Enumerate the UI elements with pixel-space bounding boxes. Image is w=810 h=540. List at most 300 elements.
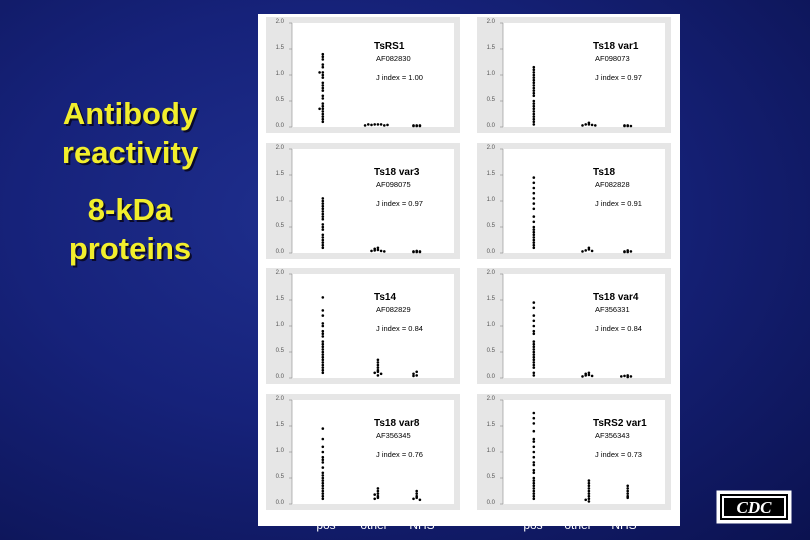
data-point-pos	[322, 215, 325, 218]
data-point-pos	[533, 325, 536, 328]
heading-line: proteins	[68, 231, 192, 266]
data-point-other	[373, 249, 376, 252]
data-point-pos	[322, 108, 325, 111]
y-tick-label: 0.0	[486, 374, 495, 380]
data-point-pos	[322, 102, 325, 105]
panel-j-index: J index = 0.97	[595, 73, 642, 82]
data-point-nhs	[626, 487, 629, 490]
data-point-pos	[533, 84, 536, 87]
y-tick-label: 1.5	[486, 171, 495, 177]
y-tick-label: 0.5	[486, 223, 495, 229]
data-point-pos	[322, 236, 325, 239]
y-tick-label: 1.5	[486, 296, 495, 302]
y-tick-label: 0.0	[275, 500, 284, 506]
panel-title: Ts18 var8	[374, 418, 420, 429]
data-point-pos	[322, 485, 325, 488]
data-point-pos	[533, 307, 536, 310]
data-point-pos	[533, 359, 536, 362]
data-point-other	[370, 250, 373, 253]
data-point-pos	[533, 226, 536, 229]
data-point-other	[377, 492, 380, 495]
x-label-other-left: other	[360, 518, 388, 532]
data-point-pos	[322, 247, 325, 250]
data-point-pos	[533, 102, 536, 105]
data-point-pos	[533, 374, 536, 377]
data-point-pos	[533, 469, 536, 472]
data-point-other	[380, 373, 383, 376]
data-point-pos	[322, 63, 325, 66]
data-point-nhs	[620, 375, 623, 378]
data-point-pos	[322, 197, 325, 200]
data-point-nhs	[415, 371, 418, 374]
y-tick-label: 0.0	[486, 500, 495, 506]
data-point-pos	[533, 69, 536, 72]
data-point-pos	[533, 121, 536, 124]
data-point-pos	[533, 366, 536, 369]
data-point-pos	[533, 74, 536, 77]
data-point-pos	[322, 325, 325, 328]
data-point-other	[377, 374, 380, 377]
data-point-pos	[533, 197, 536, 200]
data-point-other	[588, 485, 591, 488]
data-point-other	[373, 498, 376, 501]
data-point-pos	[322, 351, 325, 354]
data-point-pos	[322, 456, 325, 459]
data-point-nhs	[419, 251, 422, 254]
y-tick-label: 1.5	[486, 45, 495, 51]
data-point-nhs	[415, 125, 418, 128]
data-point-pos	[322, 82, 325, 85]
panel-accession: AF098073	[595, 54, 630, 63]
panel-title: TsRS2 var1	[593, 418, 647, 429]
y-tick-label: 1.0	[486, 71, 495, 77]
data-point-other	[594, 124, 597, 127]
data-point-pos	[533, 115, 536, 118]
data-point-other	[588, 487, 591, 490]
data-point-pos	[533, 353, 536, 356]
data-point-nhs	[626, 376, 629, 379]
panel-accession: AF082828	[595, 180, 630, 189]
data-point-pos	[533, 364, 536, 367]
panel-j-index: J index = 0.84	[595, 324, 642, 333]
data-point-pos	[322, 66, 325, 69]
panel-j-index: J index = 0.84	[376, 324, 423, 333]
data-point-pos	[322, 213, 325, 216]
y-tick-label: 0.5	[275, 348, 284, 354]
data-point-pos	[322, 58, 325, 61]
data-point-pos	[533, 314, 536, 317]
panel-svg	[266, 394, 460, 510]
data-point-pos	[322, 482, 325, 485]
data-point-pos	[533, 456, 536, 459]
data-point-pos	[533, 95, 536, 98]
data-point-pos	[322, 472, 325, 475]
data-point-pos	[533, 348, 536, 351]
data-point-pos	[533, 113, 536, 116]
data-point-pos	[322, 346, 325, 349]
x-label-pos-right: pos	[523, 518, 543, 532]
data-point-pos	[322, 459, 325, 462]
data-point-pos	[322, 427, 325, 430]
data-point-pos	[533, 236, 536, 239]
data-point-pos	[533, 244, 536, 247]
data-point-pos	[322, 97, 325, 100]
y-tick-label: 1.0	[275, 322, 284, 328]
data-point-pos	[322, 218, 325, 221]
data-point-pos	[322, 200, 325, 203]
y-tick-label: 0.0	[486, 123, 495, 129]
data-point-pos	[322, 121, 325, 124]
data-point-other	[383, 124, 386, 127]
data-point-pos	[322, 495, 325, 498]
data-point-pos	[533, 490, 536, 493]
data-point-pos	[533, 340, 536, 343]
data-point-pos	[322, 438, 325, 441]
data-point-pos	[533, 412, 536, 415]
panel-tsrs2-var1	[477, 394, 671, 510]
data-point-pos	[322, 335, 325, 338]
data-point-other	[380, 123, 383, 126]
data-point-pos	[533, 479, 536, 482]
data-point-pos	[322, 492, 325, 495]
y-tick-label: 1.5	[275, 422, 284, 428]
data-point-pos	[533, 346, 536, 349]
data-point-pos	[322, 333, 325, 336]
data-point-pos	[533, 492, 536, 495]
data-point-other	[591, 124, 594, 127]
data-point-pos	[318, 108, 321, 111]
data-point-pos	[533, 208, 536, 211]
data-point-nhs	[415, 490, 418, 493]
data-point-pos	[533, 461, 536, 464]
data-point-nhs	[419, 125, 422, 128]
data-point-pos	[322, 115, 325, 118]
data-point-other	[591, 375, 594, 378]
panel-j-index: J index = 1.00	[376, 73, 423, 82]
data-point-pos	[322, 487, 325, 490]
data-point-other	[386, 124, 389, 127]
data-point-other	[373, 372, 376, 375]
y-tick-label: 1.0	[275, 197, 284, 203]
data-point-nhs	[412, 251, 415, 254]
data-point-pos	[533, 430, 536, 433]
data-point-pos	[322, 205, 325, 208]
y-tick-label: 0.0	[275, 374, 284, 380]
y-tick-label: 1.5	[486, 422, 495, 428]
data-point-pos	[533, 477, 536, 480]
panel-accession: AF356343	[595, 431, 630, 440]
y-tick-label: 1.0	[275, 71, 284, 77]
data-point-other	[588, 479, 591, 482]
data-point-other	[588, 482, 591, 485]
data-point-pos	[533, 100, 536, 103]
panel-title: Ts18 var1	[593, 41, 639, 52]
data-point-pos	[322, 474, 325, 477]
data-point-pos	[533, 343, 536, 346]
data-point-pos	[322, 228, 325, 231]
panel-title: Ts14	[374, 292, 397, 303]
panel-title: Ts18 var4	[593, 292, 639, 303]
y-tick-label: 0.5	[486, 97, 495, 103]
data-point-other	[584, 249, 587, 252]
data-point-pos	[533, 485, 536, 488]
data-point-pos	[322, 95, 325, 98]
data-point-other	[588, 500, 591, 503]
data-point-other	[377, 497, 380, 500]
heading-line: 8-kDa	[87, 192, 173, 227]
data-point-pos	[533, 71, 536, 74]
data-point-pos	[322, 479, 325, 482]
scatter-figure	[258, 14, 680, 526]
data-point-pos	[322, 210, 325, 213]
data-point-other	[377, 249, 380, 252]
data-point-pos	[322, 113, 325, 116]
panel-ts18-var8	[266, 394, 460, 510]
data-point-pos	[533, 228, 536, 231]
data-point-other	[377, 490, 380, 493]
y-tick-label: 1.0	[486, 322, 495, 328]
data-point-pos	[533, 192, 536, 195]
data-point-other	[373, 123, 376, 126]
data-point-pos	[533, 361, 536, 364]
data-point-pos	[322, 498, 325, 501]
data-point-other	[581, 250, 584, 253]
data-point-other	[588, 374, 591, 377]
data-point-pos	[533, 247, 536, 250]
panel-ts18	[477, 143, 671, 259]
panel-title: Ts18	[593, 167, 616, 178]
data-point-pos	[318, 71, 321, 74]
data-point-pos	[322, 53, 325, 56]
data-point-pos	[533, 221, 536, 224]
data-point-nhs	[626, 251, 629, 254]
data-point-pos	[322, 118, 325, 121]
data-point-other	[377, 123, 380, 126]
panel-ts18-var4	[477, 268, 671, 384]
data-point-other	[377, 366, 380, 369]
y-tick-label: 1.5	[275, 45, 284, 51]
data-point-pos	[533, 351, 536, 354]
y-tick-label: 0.5	[486, 348, 495, 354]
data-point-pos	[533, 118, 536, 121]
data-point-pos	[533, 417, 536, 420]
data-point-other	[377, 487, 380, 490]
y-tick-label: 1.5	[275, 171, 284, 177]
data-point-other	[591, 250, 594, 253]
panel-j-index: J index = 0.73	[595, 450, 642, 459]
data-point-pos	[322, 296, 325, 299]
data-point-other	[370, 124, 373, 127]
data-point-pos	[533, 482, 536, 485]
data-point-pos	[322, 89, 325, 92]
x-label-pos-left: pos	[316, 518, 336, 532]
data-point-nhs	[626, 490, 629, 493]
data-point-pos	[533, 446, 536, 449]
data-point-pos	[533, 438, 536, 441]
data-point-nhs	[626, 485, 629, 488]
panel-accession: AF356345	[376, 431, 411, 440]
y-tick-label: 2.0	[275, 270, 284, 276]
data-point-pos	[533, 372, 536, 375]
data-point-nhs	[623, 375, 626, 378]
panel-j-index: J index = 0.97	[376, 199, 423, 208]
data-point-nhs	[623, 124, 626, 127]
x-label-other-right: other	[564, 518, 592, 532]
data-point-nhs	[415, 492, 418, 495]
data-point-pos	[533, 498, 536, 501]
data-point-other	[588, 495, 591, 498]
data-point-nhs	[630, 250, 633, 253]
data-point-pos	[533, 66, 536, 69]
data-point-other	[380, 250, 383, 253]
data-point-pos	[322, 359, 325, 362]
data-point-pos	[322, 74, 325, 77]
data-point-pos	[533, 495, 536, 498]
y-tick-label: 0.5	[275, 97, 284, 103]
data-point-other	[377, 361, 380, 364]
data-point-pos	[533, 239, 536, 242]
panel-svg	[266, 143, 460, 259]
data-point-pos	[533, 89, 536, 92]
data-point-pos	[322, 56, 325, 59]
y-tick-label: 0.0	[275, 123, 284, 129]
data-point-other	[588, 498, 591, 501]
data-point-pos	[322, 208, 325, 211]
panel-ts14	[266, 268, 460, 384]
data-point-pos	[322, 451, 325, 454]
data-point-other	[588, 248, 591, 251]
data-point-pos	[322, 477, 325, 480]
data-point-nhs	[412, 125, 415, 128]
data-point-pos	[322, 226, 325, 229]
y-tick-label: 2.0	[486, 19, 495, 25]
y-tick-label: 1.0	[486, 448, 495, 454]
data-point-other	[377, 371, 380, 374]
panel-ts18-var3	[266, 143, 460, 259]
data-point-pos	[533, 108, 536, 111]
y-tick-label: 0.0	[275, 249, 284, 255]
panel-accession: AF082830	[376, 54, 411, 63]
data-point-nhs	[412, 375, 415, 378]
data-point-other	[367, 123, 370, 126]
data-point-other	[377, 364, 380, 367]
heading-antibody-reactivity	[30, 94, 230, 172]
y-tick-label: 0.5	[275, 223, 284, 229]
data-point-pos	[322, 466, 325, 469]
data-point-other	[584, 123, 587, 126]
panel-title: Ts18 var3	[374, 167, 420, 178]
data-point-pos	[322, 239, 325, 242]
data-point-pos	[533, 333, 536, 336]
data-point-nhs	[626, 125, 629, 128]
data-point-pos	[322, 322, 325, 325]
y-tick-label: 2.0	[275, 19, 284, 25]
data-point-other	[377, 359, 380, 362]
data-point-nhs	[415, 374, 418, 377]
panel-ts18-var1	[477, 17, 671, 133]
panel-svg	[266, 268, 460, 384]
data-point-other	[588, 492, 591, 495]
data-point-pos	[533, 241, 536, 244]
x-label-nhs-right: NHS	[611, 518, 637, 532]
data-point-pos	[322, 343, 325, 346]
data-point-pos	[533, 92, 536, 95]
data-point-other	[373, 493, 376, 496]
data-point-nhs	[412, 498, 415, 501]
x-label-nhs-left: NHS	[409, 518, 435, 532]
data-point-other	[581, 375, 584, 378]
data-point-pos	[533, 487, 536, 490]
y-tick-label: 2.0	[486, 145, 495, 151]
data-point-pos	[322, 356, 325, 359]
heading-line: reactivity	[61, 135, 199, 170]
y-tick-label: 0.5	[275, 474, 284, 480]
data-point-nhs	[626, 497, 629, 500]
panel-tsrs1	[266, 17, 460, 133]
data-point-pos	[322, 241, 325, 244]
data-point-pos	[322, 361, 325, 364]
cdc-logo-text: CDC	[736, 498, 772, 517]
data-point-pos	[322, 490, 325, 493]
data-point-pos	[533, 330, 536, 333]
data-point-pos	[322, 309, 325, 312]
data-point-nhs	[626, 492, 629, 495]
data-point-other	[581, 124, 584, 127]
cdc-logo	[716, 490, 792, 524]
y-tick-label: 2.0	[275, 396, 284, 402]
data-point-pos	[322, 372, 325, 375]
data-point-pos	[322, 446, 325, 449]
data-point-pos	[322, 84, 325, 87]
data-point-other	[584, 499, 587, 502]
data-point-pos	[322, 76, 325, 79]
data-point-pos	[533, 182, 536, 185]
data-point-pos	[322, 348, 325, 351]
data-point-pos	[322, 330, 325, 333]
data-point-pos	[322, 369, 325, 372]
y-tick-label: 2.0	[486, 396, 495, 402]
data-point-other	[588, 490, 591, 493]
y-tick-label: 1.5	[275, 296, 284, 302]
data-point-pos	[533, 234, 536, 237]
panel-accession: AF098075	[376, 180, 411, 189]
data-point-pos	[533, 110, 536, 113]
panel-accession: AF082829	[376, 305, 411, 314]
data-point-other	[383, 250, 386, 253]
data-point-pos	[533, 301, 536, 304]
data-point-pos	[322, 87, 325, 90]
panel-accession: AF356331	[595, 305, 630, 314]
data-point-pos	[533, 451, 536, 454]
data-point-nhs	[419, 499, 422, 502]
data-point-pos	[533, 440, 536, 443]
data-point-pos	[533, 464, 536, 467]
data-point-pos	[533, 123, 536, 126]
y-tick-label: 1.0	[486, 197, 495, 203]
y-tick-label: 0.5	[486, 474, 495, 480]
panel-title: TsRS1	[374, 41, 405, 52]
data-point-pos	[533, 472, 536, 475]
panel-j-index: J index = 0.91	[595, 199, 642, 208]
panel-j-index: J index = 0.76	[376, 450, 423, 459]
data-point-pos	[322, 461, 325, 464]
data-point-pos	[533, 82, 536, 85]
data-point-nhs	[630, 125, 633, 128]
data-point-pos	[533, 356, 536, 359]
data-point-pos	[322, 105, 325, 108]
data-point-pos	[533, 105, 536, 108]
data-point-pos	[322, 314, 325, 317]
